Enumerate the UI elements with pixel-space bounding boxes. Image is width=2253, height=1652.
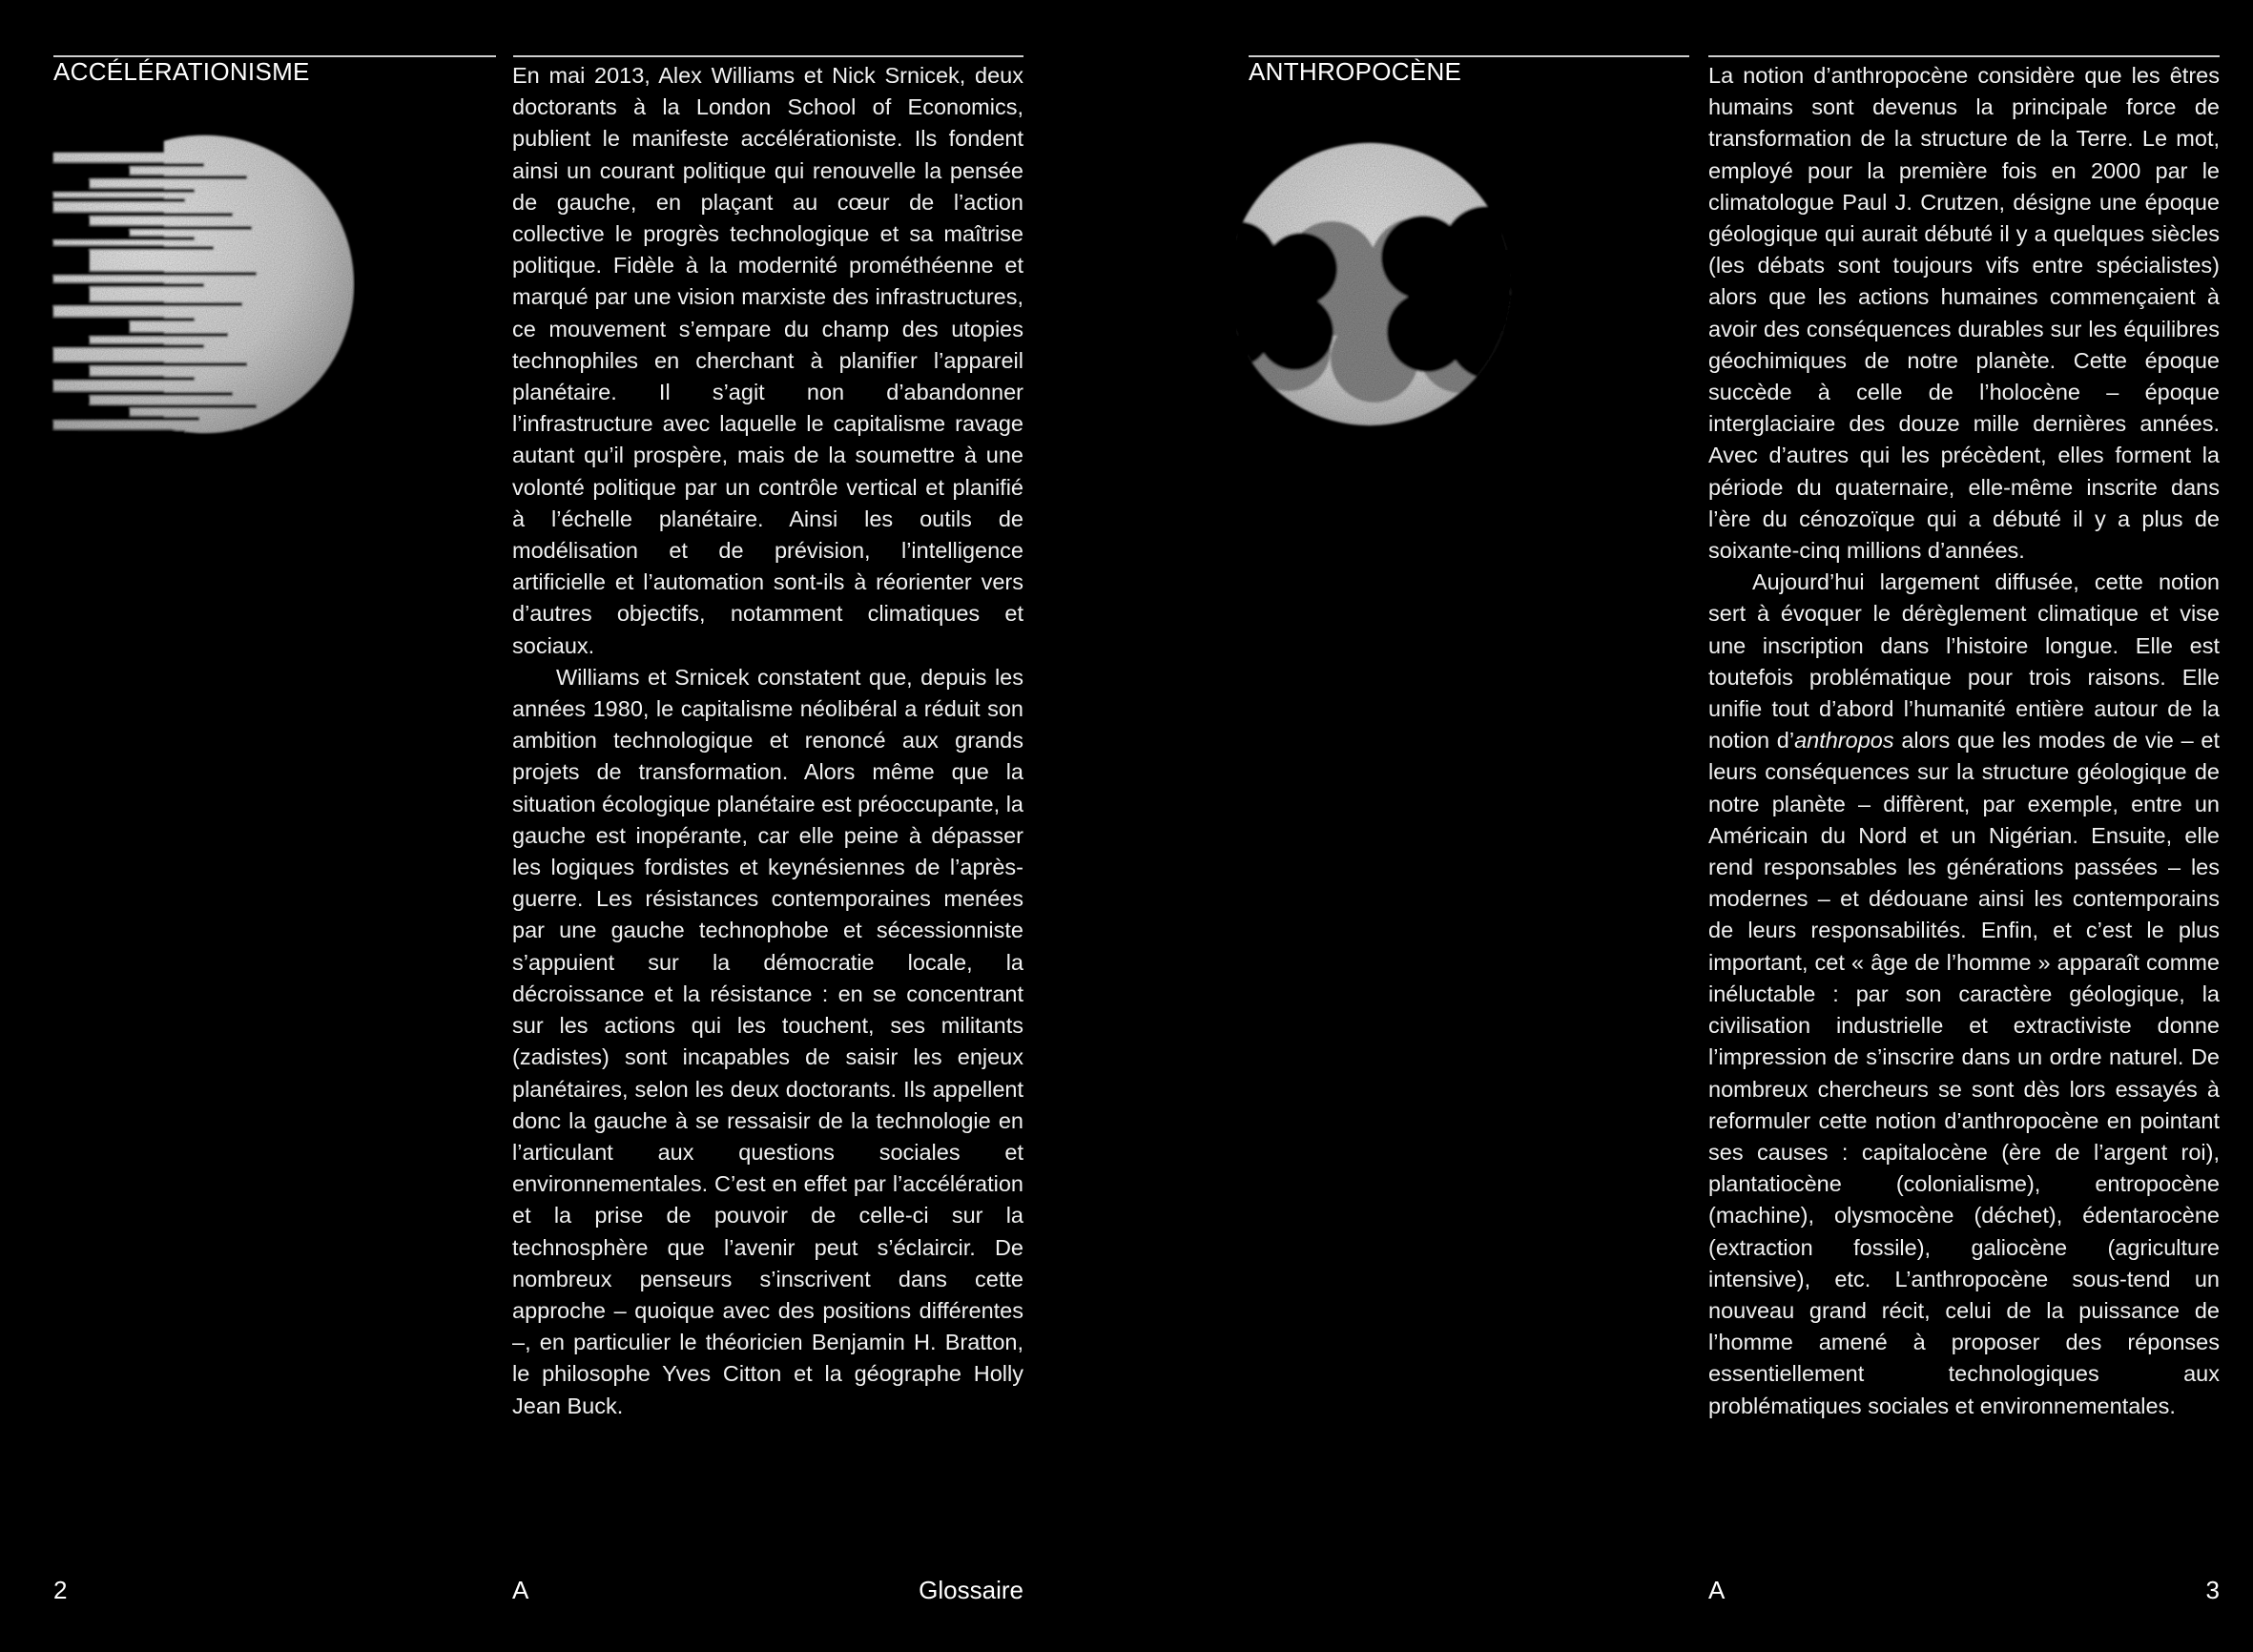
section-letter-left: A <box>512 1576 529 1604</box>
paragraph <box>1708 567 2220 1421</box>
page-number-left: 2 <box>53 1576 68 1604</box>
paragraph: La notion d’anthropocène considère que les êtres humains sont devenus la principale force de transformation de la structure de la Terre. Le mot, employé pour la première fois en 2000 par le climatologue Paul J. Crutzen, désigne une époque géologique qui aurait débuté il y a quelques siècles (les débats sont toujours vifs entre spécialistes) alors que les actions humaines commençaient à avoir des conséquences durables sur les équilibres géochimiques de notre planète. Cette époque succède à celle de l’holocène – époque interglaciaire des douze mille dernières années. Avec d’autres qui les précèdent, elles forment la période du quaternaire, elle-même inscrite dans l’ère du cénozoïque qui a débuté il y a plus de soixante-cinq millions d’années. <box>1708 63 2220 564</box>
paragraph-text: alors que les modes de vie – et leurs conséquences sur la structure géologique de notre planète – diffèrent, par exemple, entre un Américain du Nord et un Nigérian. Ensuite, elle rend responsables les générations passées – les modernes – et dédouane ainsi les contemporains de leurs responsabilités. Enfin, et c’est le plus important, cet « âge de l’homme » apparaît comme inéluctable : par son caractère géologique, la civilisation industrielle et extractiviste donne l’impression de s’inscrire dans un ordre naturel. De nombreux chercheurs se sont dès lors essayés à reformuler cette notion d’anthropocène en pointant ses causes : capitalocène (ère de l’argent roi), plantatiocène (colonialisme), entropocène (machine), olysmocène (déchet), édentarocène (extraction fossile), galiocène (agriculture intensive), etc. L’anthropocène sous-tend un nouveau grand récit, celui de la puissance de l’homme amené à proposer des réponses essentiellement technologiques aux problématiques sociales et environnementales. <box>1708 728 2220 1418</box>
right-page-body-text <box>1708 60 2220 1453</box>
italic-term-anthropos: anthropos <box>1794 728 1894 754</box>
page-number-right: 3 <box>2205 1576 2220 1604</box>
header-rule-right-text-column <box>1708 55 2220 57</box>
left-page-body-text <box>512 60 1023 1453</box>
paragraph-text: Aujourd’hui largement diffusée, cette notion sert à évoquer le dérèglement climatique et vise une inscription dans l’histoire longue. Elle est toutefois problématique pour trois raisons. Elle unifie tout d’abord l’humanité entière autour de la notion d’ <box>1708 569 2220 754</box>
section-letter-right: A <box>1708 1576 1726 1604</box>
paragraph: En mai 2013, Alex Williams et Nick Srnicek, deux doctorants à la London School of Economics, publient le manifeste accélérationiste. Ils fondent ainsi un courant politique qui renouvelle la pensée de gauche, en plaçant au cœur de l’action collective le progrès technologique et sa maîtrise politique. Fidèle à la modernité prométhéenne et marqué par une vision marxiste des infrastructures, ce mouvement s’empare du champ des utopies technophiles en cherchant à planifier l’appareil planétaire. Il s’agit non d’abandonner l’infrastructure avec laquelle le capitalisme ravage autant qu’il prospère, mais de la soumettre à une volonté politique par un contrôle vertical et planifié à l’échelle planétaire. Ainsi les outils de modélisation et de prévision, l’intelligence artificielle et l’automation sont-ils à réorienter vers d’autres objectifs, notamment climatiques et sociaux. <box>512 63 1023 658</box>
anthropocene-illustration <box>1236 134 1522 435</box>
header-rule-left-text-column <box>513 55 1023 57</box>
chapter-title: Glossaire <box>919 1576 1023 1604</box>
speed-lines-circle-graphic <box>52 134 355 435</box>
accelerationism-illustration <box>52 134 355 435</box>
bitten-planet-circle-graphic <box>1236 134 1522 435</box>
term-anthropocene: ANTHROPOCÈNE <box>1249 57 1462 86</box>
term-accelerationisme: ACCÉLÉRATIONISME <box>53 57 310 86</box>
paragraph: Williams et Srnicek constatent que, depuis les années 1980, le capitalisme néolibéral a réduit son ambition technologique et renoncé aux grands projets de transformation. Alors même que la situation écologique planétaire est préoccupante, la gauche est inopérante, car elle peine à dépasser les logiques fordistes et keynésiennes de l’après-guerre. Les résistances contemporaines menées par une gauche technophobe et sécessionniste s’appuient sur la démocratie locale, la décroissance et la résistance : en se concentrant sur les actions qui les touchent, ses militants (zadistes) sont incapables de saisir les enjeux planétaires, selon les deux doctorants. Ils appellent donc la gauche à se ressaisir de la technologie en l’articulant aux questions sociales et environnementales. C’est en effet par l’accélération et la prise de pouvoir de celle-ci sur la technosphère que l’avenir peut s’éclaircir. De nombreux penseurs s’inscrivent dans cette approche – quoique avec des positions différentes –, en particulier le théoricien Benjamin H. Bratton, le philosophe Yves Citton et la géographe Holly Jean Buck. <box>512 664 1023 1418</box>
